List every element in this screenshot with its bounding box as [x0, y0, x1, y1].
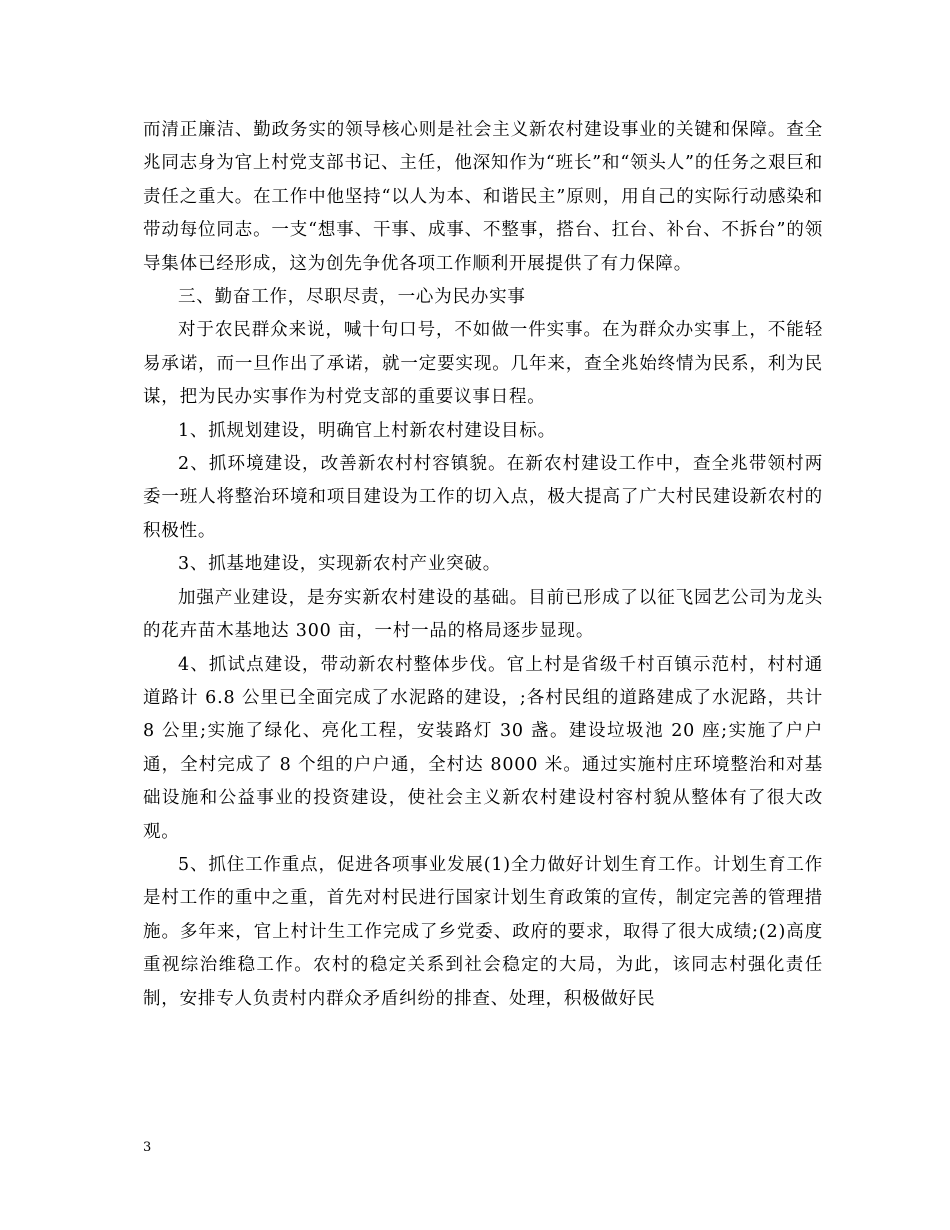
list-item-5: 5、抓住工作重点，促进各项事业发展(1)全力做好计划生育工作。计划生育工作是村工作的重中之重，首先对村民进行国家计划生育政策的宣传，制定完善的管理措施。多年来，官上村计生工作完成了乡党委、政府的要求，取得了很大成绩;(2)高度重视综治维稳工作。农村的稳定关系到社会稳定的大局，为此，该同志村强化责任制，安排专人负责村内群众矛盾纠纷的排查、处理，积极做好民 — [143, 854, 823, 1009]
list-item-2: 2、抓环境建设，改善新农村村容镇貌。在新农村建设工作中，查全兆带领村两委一班人将整治环境和项目建设为工作的切入点，极大提高了广大村民建设新农村的积极性。 — [143, 454, 823, 541]
page-number: 3 — [143, 1140, 152, 1155]
list-item-4: 4、抓试点建设，带动新农村整体步伐。官上村是省级千村百镇示范村，村村通道路计 6.8 公里已全面完成了水泥路的建设，;各村民组的道路建成了水泥路，共计 8 公里;实施了绿化、亮化工程，安装路灯 30 盏。建设垃圾池 20 座;实施了户户通，全村完成了 8 个组的户户通，全村达 8000 米。通过实施村庄环境整治和对基础设施和公益事业的投资建设，使社会主义新农村建设村容村貌从整体有了很大改观。 — [143, 654, 823, 842]
paragraph-3: 加强产业建设，是夯实新农村建设的基础。目前已形成了以征飞园艺公司为龙头的花卉苗木基地达 300 亩，一村一品的格局逐步显现。 — [143, 587, 823, 642]
section-heading-3: 三、勤奋工作，尽职尽责，一心为民办实事 — [178, 287, 526, 308]
paragraph-2: 对于农民群众来说，喊十句口号，不如做一件实事。在为群众办实事上，不能轻易承诺，而一旦作出了承诺，就一定要实现。几年来，查全兆始终情为民系，利为民谋，把为民办实事作为村党支部的重要议事日程。 — [143, 320, 823, 408]
paragraph-1: 而清正廉洁、勤政务实的领导核心则是社会主义新农村建设事业的关键和保障。查全兆同志身为官上村党支部书记、主任，他深知作为“班长”和“领头人”的任务之艰巨和责任之重大。在工作中他坚持“以人为本、和谐民主”原则，用自己的实际行动感染和带动每位同志。一支“想事、干事、成事、不整事，搭台、扛台、补台、不拆台”的领导集体已经形成，这为创先争优各项工作顺利开展提供了有力保障。 — [143, 120, 823, 274]
list-item-1: 1、抓规划建设，明确官上村新农村建设目标。 — [178, 420, 556, 441]
document-body — [143, 114, 823, 1016]
list-item-3: 3、抓基地建设，实现新农村产业突破。 — [178, 554, 502, 575]
